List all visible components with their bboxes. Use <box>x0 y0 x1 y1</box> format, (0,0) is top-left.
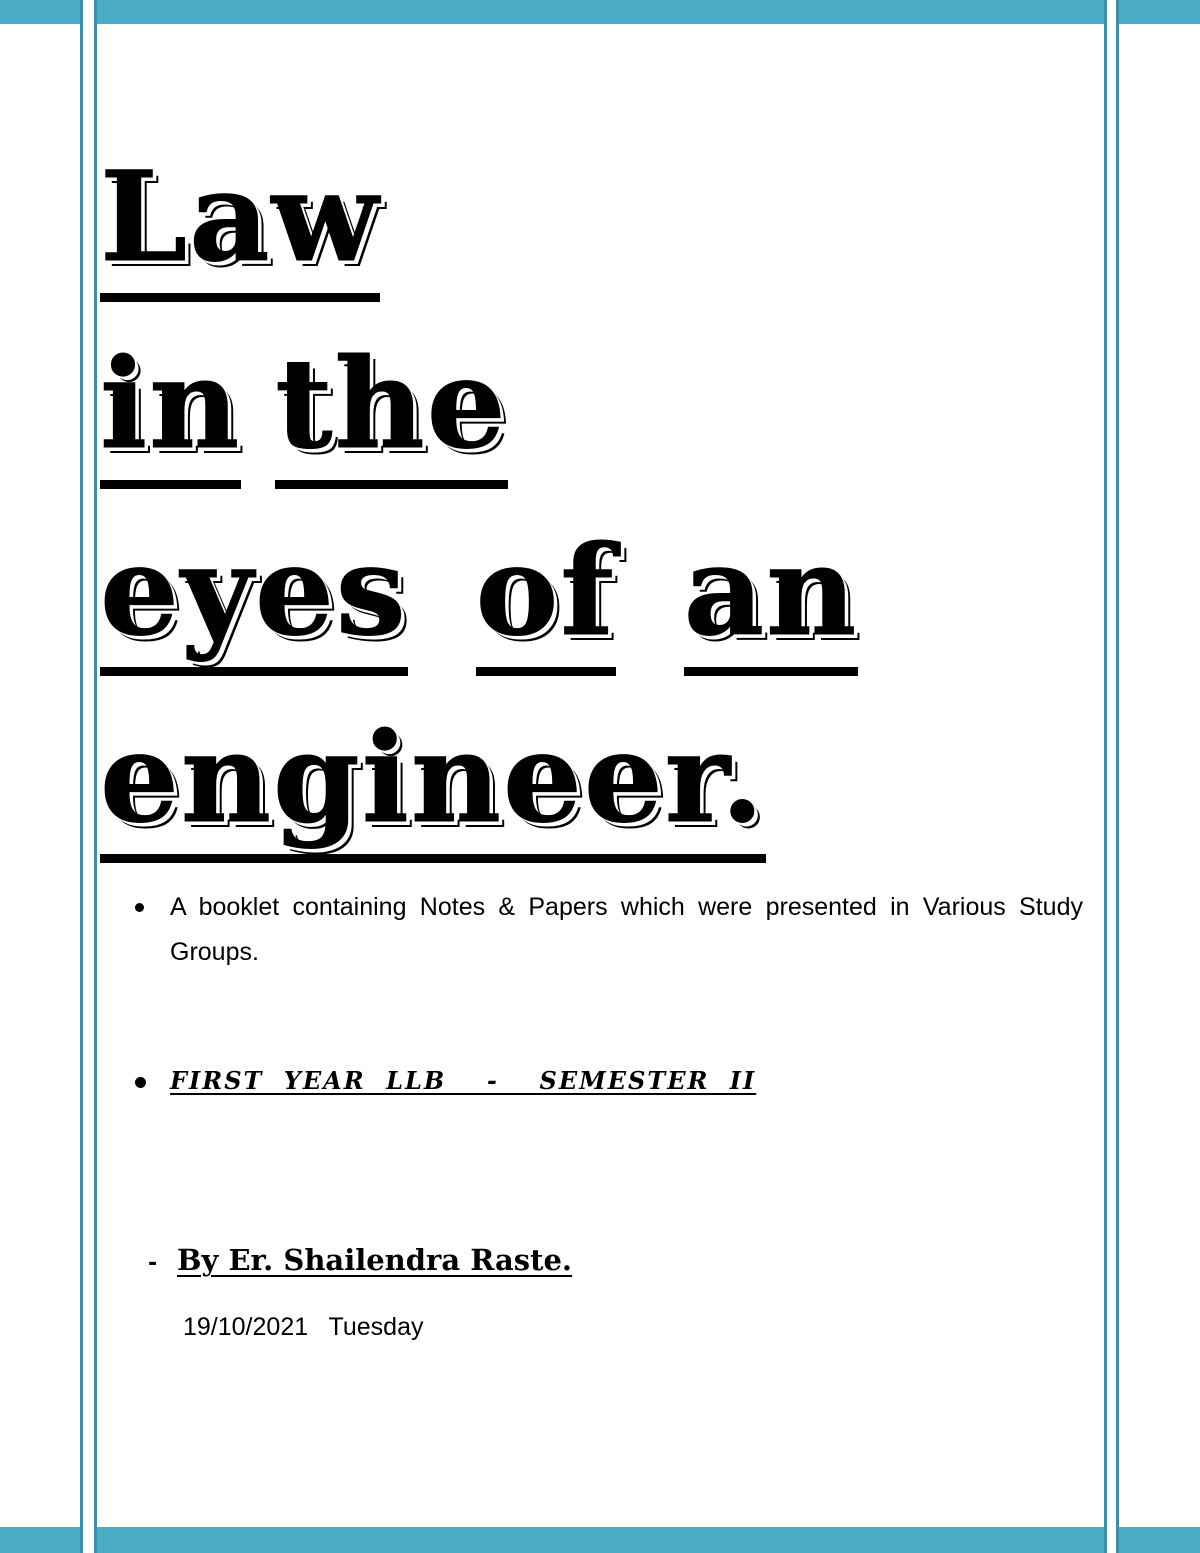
title-line-1 <box>100 145 381 290</box>
title-word-engineer: engineer. <box>100 706 766 851</box>
title-line-2 <box>100 332 508 477</box>
date-weekday: Tuesday <box>328 1313 424 1341</box>
title-word-of: of <box>475 519 616 664</box>
semester-text: FIRST YEAR LLB - SEMESTER II <box>170 1066 757 1095</box>
left-border-line-inner <box>94 0 97 1553</box>
date-line <box>183 1313 423 1342</box>
title-word-law: Law <box>100 145 381 290</box>
author-dash: - <box>148 1251 158 1276</box>
left-border-gap <box>83 0 94 1553</box>
title-line-3 <box>100 519 859 664</box>
author-line <box>148 1243 572 1277</box>
bullet-dot-icon <box>135 1077 146 1088</box>
right-border-gap <box>1107 0 1116 1553</box>
title-word-eyes: eyes <box>100 519 408 664</box>
author-name: By Er. Shailendra Raste. <box>177 1243 573 1277</box>
left-border-line-outer <box>80 0 83 1553</box>
title-line-4 <box>100 706 766 851</box>
description-text: A booklet containing Notes & Papers which were presented in Various Study Groups. <box>170 893 1083 966</box>
title-word-the: the <box>275 332 508 477</box>
right-border-line-inner <box>1104 0 1107 1553</box>
title-word-an: an <box>683 519 859 664</box>
title-word-in: in <box>100 332 242 477</box>
date-value: 19/10/2021 <box>183 1313 309 1341</box>
description-bullet <box>135 885 1083 975</box>
top-border-bar <box>0 0 1200 24</box>
right-border-line-outer <box>1116 0 1119 1553</box>
semester-bullet <box>135 1066 1083 1095</box>
bottom-border-bar <box>0 1527 1200 1553</box>
bullet-dot-icon <box>135 903 144 912</box>
